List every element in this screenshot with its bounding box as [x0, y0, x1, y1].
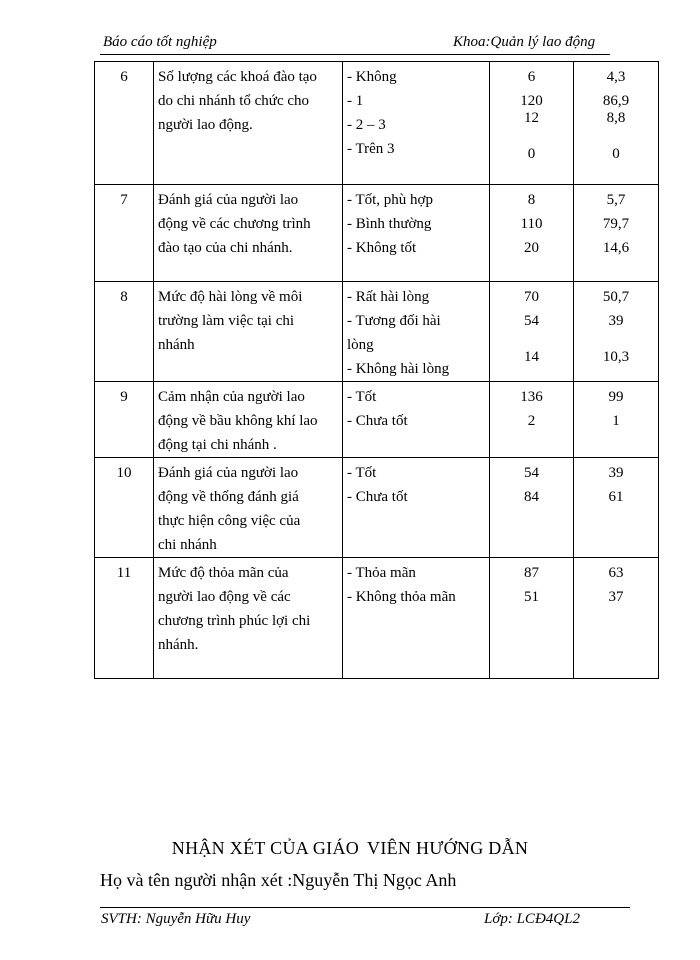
row-number-cell [95, 458, 154, 558]
row-number-cell [95, 558, 154, 679]
count-value: 51 [524, 589, 539, 605]
row-number-cell [95, 62, 154, 185]
option-item: - Tốt, phù hợp [347, 192, 433, 208]
percent-value: 61 [608, 489, 624, 505]
option-item: - Chưa tốt [347, 413, 408, 429]
question-line: thực hiện công việc của [158, 513, 301, 529]
percent-value: 1 [612, 413, 620, 429]
percent-value: 86,9 [602, 93, 630, 109]
count-value: 110 [520, 216, 543, 232]
option-item: - Không tốt [347, 240, 417, 256]
question-line: Đánh giá của người lao [158, 192, 299, 208]
row-number-cell [95, 185, 154, 282]
question-line: động về các chương trình [158, 216, 311, 232]
count-value: 54 [524, 465, 539, 481]
footer-rule [100, 907, 630, 908]
question-cell [154, 282, 343, 382]
count-value: 84 [524, 489, 539, 505]
option-item: - Không thỏa mãn [347, 589, 456, 605]
option-item: - Chưa tốt [347, 489, 408, 505]
count-value: 87 [524, 565, 539, 581]
table-row [95, 558, 659, 679]
option-item: - Bình thường [347, 216, 432, 232]
question-cell [154, 62, 343, 185]
count-value: 14 [524, 349, 539, 365]
question-line: nhánh. [158, 637, 199, 653]
comment-title-part1: NHẬN XÉT CỦA GIÁO [171, 838, 360, 858]
count-value: 0 [527, 146, 536, 162]
option-item: - Rất hài lòng [347, 289, 430, 305]
question-line: động về bầu không khí lao [158, 413, 318, 429]
header-faculty: Khoa:Quản lý lao động [453, 34, 596, 50]
row-number: 11 [116, 565, 132, 581]
question-line: đào tạo của chi nhánh. [158, 240, 293, 256]
options-cell [343, 558, 490, 679]
percent-value: 50,7 [602, 289, 630, 305]
table-row [95, 458, 659, 558]
percent-value: 14,6 [602, 240, 630, 256]
option-item: - 1 [347, 93, 364, 109]
question-line: nhánh [158, 337, 195, 353]
question-line: động tại chi nhánh . [158, 437, 277, 453]
reviewer-line [100, 870, 456, 891]
percent-value: 8,8 [606, 110, 626, 126]
question-cell [154, 458, 343, 558]
reviewer-label: Họ và tên người nhận xét : [100, 870, 293, 890]
percent-value: 10,3 [602, 349, 630, 365]
count-value: 70 [524, 289, 539, 305]
option-item: - Tốt [347, 389, 377, 405]
option-item: lòng [347, 337, 374, 353]
percent-value: 4,3 [606, 69, 626, 85]
percent-value: 37 [608, 589, 624, 605]
percent-value: 63 [608, 565, 624, 581]
options-cell [343, 185, 490, 282]
percent-cell [574, 62, 659, 185]
percent-value: 5,7 [606, 192, 626, 208]
reviewer-name: Nguyễn Thị Ngọc Anh [292, 870, 457, 890]
row-number: 10 [116, 465, 132, 481]
question-cell [154, 185, 343, 282]
count-value: 136 [520, 389, 543, 405]
options-cell [343, 382, 490, 458]
count-value: 20 [524, 240, 539, 256]
option-item: - 2 – 3 [347, 117, 386, 133]
question-line: động về thống đánh giá [158, 489, 299, 505]
count-cell [490, 382, 574, 458]
count-value: 12 [524, 110, 539, 126]
row-number: 6 [120, 69, 128, 85]
header-report-title: Báo cáo tốt nghiệp [103, 34, 217, 50]
comment-section-title [0, 838, 700, 859]
row-number: 8 [120, 289, 128, 305]
count-value: 8 [527, 192, 536, 208]
count-cell [490, 558, 574, 679]
option-item: - Thỏa mãn [347, 565, 416, 581]
count-value: 120 [520, 93, 543, 109]
question-line: người lao động. [158, 117, 253, 133]
percent-value: 99 [608, 389, 624, 405]
count-value: 54 [524, 313, 539, 329]
count-value: 6 [527, 69, 536, 85]
option-item: - Trên 3 [347, 141, 395, 157]
question-line: do chi nhánh tổ chức cho [158, 93, 310, 109]
footer-student: SVTH: Nguyễn Hữu Huy [101, 911, 251, 927]
count-cell [490, 458, 574, 558]
options-cell [343, 62, 490, 185]
question-line: người lao động về các [158, 589, 291, 605]
question-line: Số lượng các khoá đào tạo [158, 69, 317, 85]
percent-cell [574, 282, 659, 382]
percent-value: 0 [612, 146, 620, 162]
row-number-cell [95, 382, 154, 458]
percent-cell [574, 185, 659, 282]
table-row [95, 382, 659, 458]
option-item: - Không [347, 69, 397, 85]
header-rule [100, 54, 610, 55]
percent-value: 39 [608, 313, 624, 329]
question-line: chương trình phúc lợi chi [158, 613, 311, 629]
count-cell [490, 185, 574, 282]
option-item: - Tốt [347, 465, 377, 481]
comment-title-part2: VIÊN HƯỚNG DẪN [367, 838, 529, 858]
question-line: Mức độ thỏa mãn của [158, 565, 289, 581]
table-row [95, 62, 659, 185]
count-cell [490, 62, 574, 185]
footer-class: Lớp: LCĐ4QL2 [484, 911, 580, 927]
row-number: 7 [120, 192, 128, 208]
question-line: chi nhánh [158, 537, 217, 553]
options-cell [343, 458, 490, 558]
options-cell [343, 282, 490, 382]
question-line: Mức độ hài lòng về môi [158, 289, 303, 305]
percent-cell [574, 458, 659, 558]
question-cell [154, 382, 343, 458]
count-value: 2 [527, 413, 536, 429]
table-row [95, 185, 659, 282]
percent-cell [574, 382, 659, 458]
survey-results-table [94, 61, 659, 679]
percent-value: 79,7 [602, 216, 630, 232]
row-number-cell [95, 282, 154, 382]
question-line: Đánh giá của người lao [158, 465, 299, 481]
count-cell [490, 282, 574, 382]
percent-value: 39 [608, 465, 624, 481]
question-line: Cảm nhận của người lao [158, 389, 305, 405]
option-item: - Không hài lòng [347, 361, 450, 377]
question-line: trường làm việc tại chi [158, 313, 295, 329]
percent-cell [574, 558, 659, 679]
option-item: - Tương đối hài [347, 313, 441, 329]
row-number: 9 [120, 389, 128, 405]
table-row [95, 282, 659, 382]
question-cell [154, 558, 343, 679]
